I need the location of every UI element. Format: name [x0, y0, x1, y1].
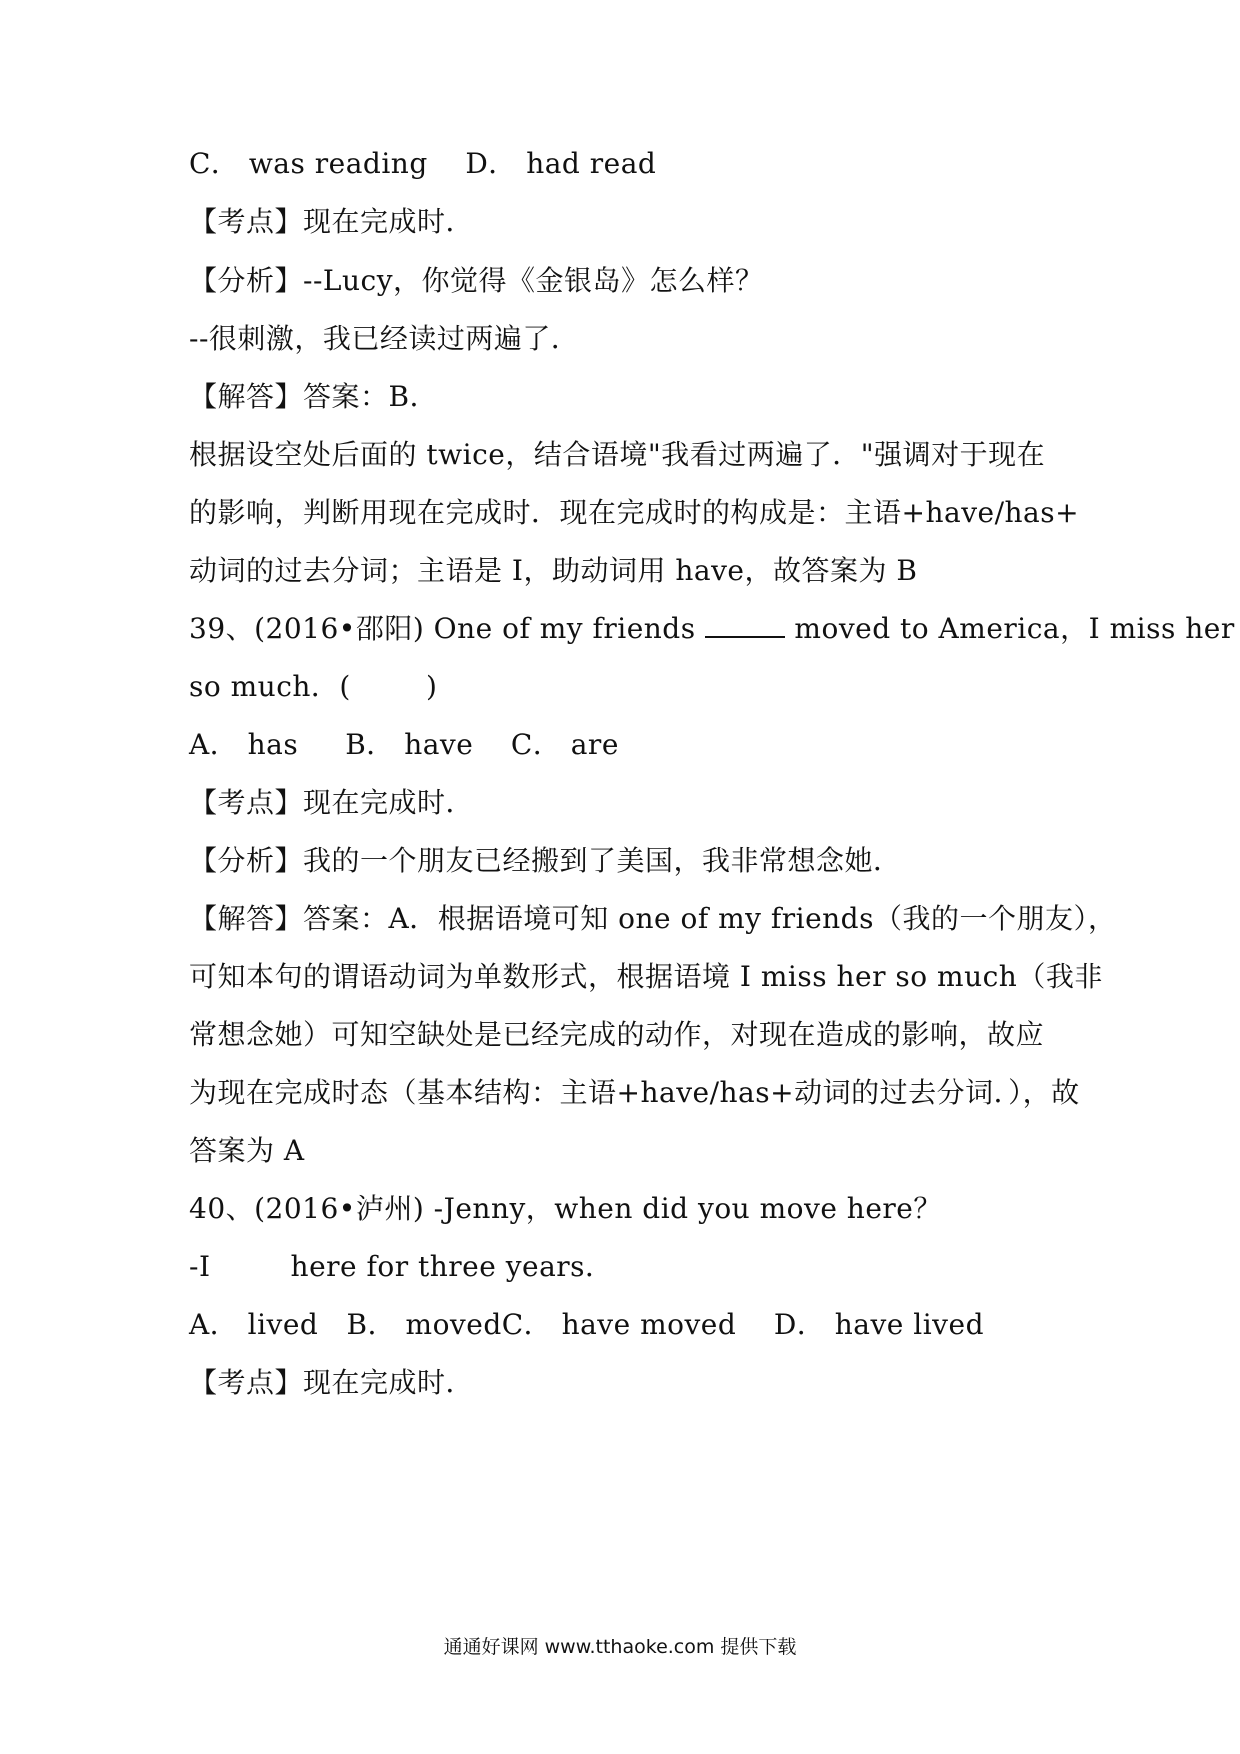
- question-40-line-1: 40、(2016•泸州) -Jenny，when did you move here？: [189, 1192, 942, 1225]
- answer-39-line-5: 答案为 A: [189, 1134, 305, 1167]
- answer-39-line-2: 可知本句的谓语动词为单数形式，根据语境 I miss her so much（我非: [189, 960, 1103, 993]
- knowledge-point: 【考点】现在完成时．: [189, 205, 475, 238]
- option-line-c-d: C． was reading D． had read: [189, 147, 657, 180]
- answer-line: 【解答】答案：B．: [189, 380, 439, 413]
- question-39-stem-cont: moved to America，I miss her: [794, 612, 1235, 645]
- analysis-39: 【分析】我的一个朋友已经搬到了美国，我非常想念她．: [189, 844, 902, 877]
- question-39-options: A． has B． have C． are: [189, 728, 619, 761]
- knowledge-point-40: 【考点】现在完成时．: [189, 1366, 475, 1399]
- explanation-line-1: 根据设空处后面的 twice，结合语境"我看过两遍了．"强调对于现在: [189, 438, 1046, 471]
- knowledge-point-39: 【考点】现在完成时．: [189, 786, 475, 819]
- answer-39-line-4: 为现在完成时态（基本结构：主语+have/has+动词的过去分词．），故: [189, 1076, 1080, 1109]
- question-40-line-2: [189, 1247, 1069, 1287]
- answer-blank: [705, 612, 785, 638]
- question-40-subject: -I: [189, 1250, 211, 1283]
- question-39-line-2: so much．( ): [189, 670, 438, 703]
- page-footer: 通通好课网 www.tthaoke.com 提供下载: [443, 1636, 797, 1658]
- explanation-line-2: 的影响，判断用现在完成时．现在完成时的构成是：主语+have/has+: [189, 496, 1080, 529]
- answer-39-line-1: 【解答】答案：A．根据语境可知 one of my friends（我的一个朋友），: [189, 902, 1117, 935]
- question-40-rest: here for three years．: [290, 1250, 614, 1283]
- question-39-line-1: [189, 609, 1235, 649]
- answer-39-line-3: 常想念她）可知空缺处是已经完成的动作，对现在造成的影响，故应: [189, 1018, 1045, 1051]
- analysis-line-1: 【分析】--Lucy，你觉得《金银岛》怎么样？: [189, 264, 764, 297]
- question-40-options: A． lived B． movedC． have moved D． have lived: [189, 1308, 984, 1341]
- analysis-line-2: --很刺激，我已经读过两遍了．: [189, 322, 580, 355]
- question-39-stem: 39、(2016•邵阳) One of my friends: [189, 612, 696, 645]
- explanation-line-3: 动词的过去分词；主语是 I，助动词用 have，故答案为 B: [189, 554, 918, 587]
